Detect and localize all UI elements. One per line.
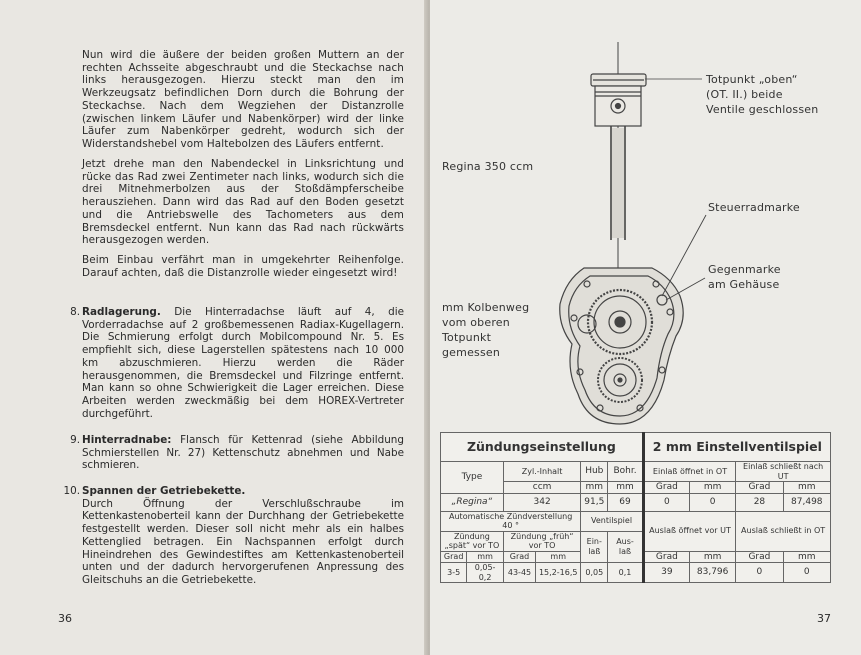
cell-retard-mm: 0,05-0,2 (467, 563, 504, 583)
label-line: mm Kolbenweg (442, 301, 530, 314)
unit-mm: mm (608, 482, 644, 494)
unit-grad: Grad (441, 551, 467, 563)
ignition-retard-label: Zündung „spät“ vor TO (441, 531, 504, 551)
unit-grad: Grad (643, 482, 689, 494)
label-line: vom oberen (442, 316, 510, 329)
valve-clearance-label: Ventilspiel (581, 511, 643, 531)
page-number-left: 36 (58, 612, 72, 625)
item-body (82, 434, 404, 472)
label-line: gemessen (442, 346, 501, 359)
label-line: Totpunkt (442, 331, 492, 344)
cell-exhaust-close-mm: 0 (783, 563, 830, 583)
cell-cylinder: 342 (503, 493, 580, 511)
item-number: 9. (70, 434, 80, 446)
item-body (82, 485, 404, 587)
item-hinterradnabe (58, 434, 404, 472)
table-title-ignition: Zündungseinstellung (441, 433, 644, 462)
piston-travel-label (442, 300, 529, 360)
col-intake-close: Einlaß schließt nach UT (736, 462, 831, 482)
label-line: am Gehäuse (708, 278, 780, 291)
item-title: Radlagerung. (82, 306, 161, 318)
item-number: 10. (63, 485, 80, 497)
col-exhaust-close: Auslaß schließt in OT (736, 511, 831, 551)
unit-grad: Grad (736, 551, 783, 563)
cell-intake-open-mm: 0 (690, 493, 736, 511)
label-line: Totpunkt „oben“ (706, 73, 798, 86)
paragraph-hub-cover: Jetzt drehe man den Nabendeckel in Linksrichtung und rücke das Rad zwei Zentimeter nach links, wodurch sich die drei Mitnehmerbolzen aus der Stoßdämpferscheibe herausziehen. Dann wird das Rad auf den Boden gesetzt und die Antriebswelle des Tachometers aus dem Bremsdeckel entfernt. Nun kann das Rad nach rückwärts herausgezogen werden. (82, 158, 404, 247)
unit-mm: mm (690, 482, 736, 494)
control-mark-label: Steuerradmarke (708, 201, 800, 214)
label-line: Gegenmarke (708, 263, 781, 276)
cell-advance-mm: 15,2-16,5 (536, 563, 581, 583)
cell-intake-close-mm: 87,498 (783, 493, 830, 511)
col-type: Type (441, 462, 504, 494)
item-number: 8. (70, 306, 80, 318)
cell-exhaust-clearance: 0,1 (608, 563, 644, 583)
unit-mm: mm (783, 482, 830, 494)
table-row (441, 462, 831, 482)
unit-mm: mm (581, 482, 608, 494)
col-bore: Bohr. (608, 462, 644, 482)
cell-exhaust-close-grad: 0 (736, 563, 783, 583)
cell-advance-grad: 43-45 (503, 563, 535, 583)
unit-ccm: ccm (503, 482, 580, 494)
unit-mm: mm (536, 551, 581, 563)
cell-exhaust-open-grad: 39 (643, 563, 689, 583)
col-cylinder: Zyl.-Inhalt (503, 462, 580, 482)
label-line: (OT. II.) beide (706, 88, 783, 101)
unit-grad: Grad (643, 551, 689, 563)
unit-mm: mm (783, 551, 830, 563)
cell-stroke: 91,5 (581, 493, 608, 511)
model-label: Regina 350 ccm (442, 160, 534, 173)
tdc-label (706, 72, 818, 117)
cell-bore: 69 (608, 493, 644, 511)
unit-grad: Grad (503, 551, 535, 563)
table-row-values (441, 563, 831, 583)
paragraph-wheel-removal: Nun wird die äußere der beiden großen Muttern an der rechten Achsseite abgeschraubt und die Steckachse nach links herausgezogen. Hierzu steckt man den im Werkzeugsatz befindlichen Dorn durch die Bohrung der Steckachse. Nach dem Wegziehen der Distanzrolle (zwischen linkem Läufer und Nabenkörper) wird der linke Läufer zum Nabenkörper gedreht, wodurch sich der Widerstandshebel vom Haltebolzen des Läufers entfernt. (82, 49, 404, 150)
page-number-right: 37 (817, 612, 831, 625)
item-text: Durch Öffnung der Verschlußschraube im Kettenkastenoberteil kann der Durchhang der Getriebekette festgestellt werden. Dieser soll nicht mehr als ein halbes Kettenglied betragen. Ein Nachspannen erfolgt durch Hineindrehen des Gewindestiftes am Kettenkastenoberteil unten und der dadurch hervorgerufenen Anpressung des Gleitschuhs an die Getriebekette. (82, 497, 404, 586)
col-intake-open: Einlaß öffnet in OT (643, 462, 736, 482)
unit-mm: mm (690, 551, 736, 563)
unit-grad: Grad (736, 482, 783, 494)
intake-label: Ein-laß (581, 531, 608, 563)
item-text: Die Hinterradachse läuft auf 4, die Vorderradachse auf 2 großbemessenen Radiax-Kugellagern. Die Schmierung erfolgt durch Mobilcompound Nr. 5. Es empfiehlt sich, diese Lagerstellen spätestens nach 10 000 km abzuschmieren. Hierzu werden die Räder herausgenommen, die Bremsdeckel und Filzringe entfernt. Man kann so ohne Schwierigkeit die Lager erreichen. Diese Arbeiten werden zweckmäßig bei dem HOREX-Vertreter durchgeführt. (82, 306, 404, 420)
unit-mm: mm (467, 551, 504, 563)
paragraph-reassembly: Beim Einbau verfährt man in umgekehrter Reihenfolge. Darauf achten, daß die Distanzrolle wieder eingesetzt wird! (82, 254, 404, 279)
cell-retard-grad: 3-5 (441, 563, 467, 583)
auto-advance-label: Automatische Zündverstellung 40 ° (441, 511, 581, 531)
item-text: Flansch für Kettenrad (siehe Abbildung Schmierstellen Nr. 27) Kettenschutz abnehmen und Nabe schmieren. (82, 434, 404, 472)
exhaust-label: Aus-laß (608, 531, 644, 563)
cell-intake-close-grad: 28 (736, 493, 783, 511)
item-getriebekette (58, 485, 404, 587)
leader-line-control-mark (662, 215, 706, 296)
item-title: Hinterradnabe: (82, 434, 172, 446)
counter-mark-label (708, 262, 781, 292)
col-exhaust-open: Auslaß öffnet vor UT (643, 511, 736, 551)
cell-type: „Regina“ (441, 493, 504, 511)
cell-exhaust-open-mm: 83,796 (690, 563, 736, 583)
table-header-row (441, 433, 831, 462)
piston-icon (591, 74, 646, 240)
timing-specification-table (440, 432, 831, 583)
table-row (441, 511, 831, 531)
cell-intake-open-grad: 0 (643, 493, 689, 511)
ignition-advance-label: Zündung „früh“ vor TO (503, 531, 580, 551)
table-row-regina (441, 493, 831, 511)
cell-intake-clearance: 0,05 (581, 563, 608, 583)
col-stroke: Hub (581, 462, 608, 482)
item-title: Spannen der Getriebekette. (82, 485, 246, 497)
label-line: Ventile geschlossen (706, 103, 819, 116)
table-title-valve-clearance: 2 mm Einstellventilspiel (643, 433, 830, 462)
